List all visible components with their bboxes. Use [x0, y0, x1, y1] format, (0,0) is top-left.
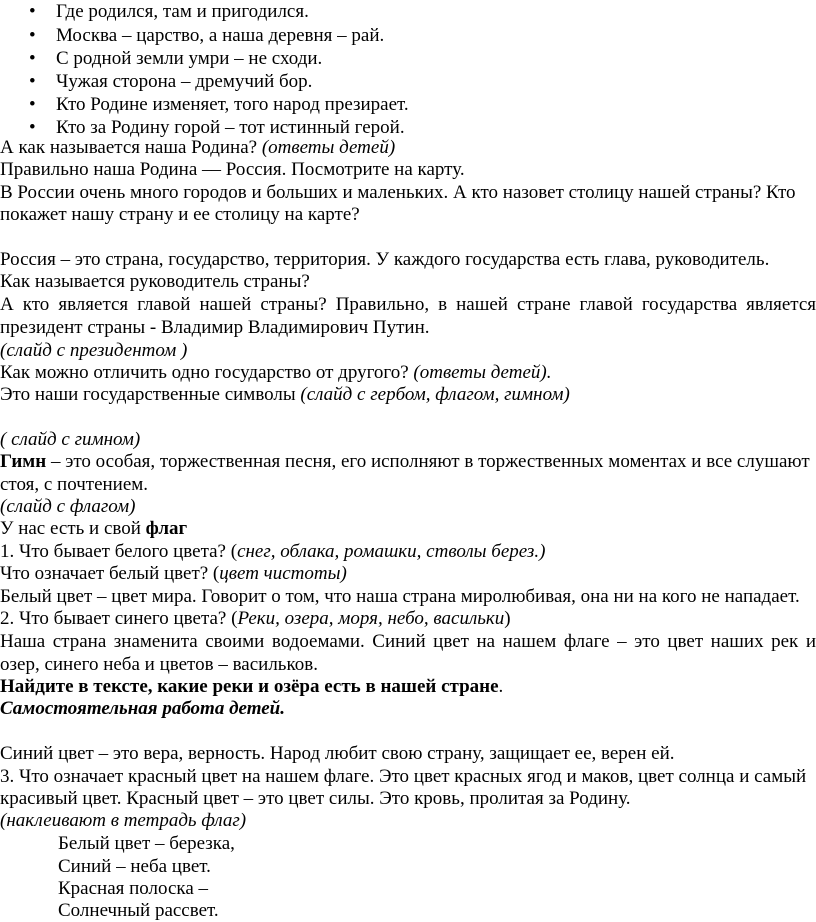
italic-answer: Реки, озера, моря, небо, васильки [237, 608, 505, 629]
bullet-icon: • [29, 117, 36, 138]
task-line [0, 676, 816, 698]
question-text: 2. Что бывает синего цвета? ( [0, 608, 238, 629]
proverb-text: Где родился, там и пригодился. [56, 1, 309, 22]
question-text: Как можно отличить одно государство от другого? [0, 362, 414, 383]
text-line: В России очень много городов и больших и маленьких. А кто назовет столицу нашей страны? Кто [0, 182, 796, 203]
slide-note: (слайд с президентом ) [0, 340, 188, 361]
term-bold: Гимн [0, 451, 47, 472]
proverb-text: Москва – царство, а наша деревня – рай. [56, 25, 385, 46]
text-line: красивый цвет. Красный цвет – это цвет силы. Это кровь, пролитая за Родину. [0, 788, 631, 809]
period-text: . [498, 676, 504, 697]
text-line [0, 541, 816, 563]
task-bold: Найдите в тексте, какие реки и озёра есть в нашей стране [0, 676, 499, 697]
text-line [0, 451, 816, 473]
closing-paren: ) [504, 608, 511, 629]
proverb-item [29, 117, 816, 139]
proverb-item [29, 1, 816, 23]
proverb-text: Кто за Родину горой – тот истинный герой. [56, 117, 405, 138]
bullet-icon: • [29, 48, 36, 69]
proverb-item [29, 94, 816, 116]
text-line: Белый цвет – цвет мира. Говорит о том, что наша страна миролюбивая, она ни на кого не нападает. [0, 586, 800, 607]
statement-text: У нас есть и свой [0, 518, 146, 539]
poem-line: Красная полоска – [58, 878, 209, 899]
question-text: А как называется наша Родина? [0, 137, 262, 158]
italic-note: (ответы детей) [261, 137, 396, 158]
definition-text: – это особая, торжественная песня, его исполняют в торжественных моментах и все слушают [46, 451, 810, 472]
text-line [0, 608, 816, 630]
question-text: Что означает белый цвет? ( [0, 563, 220, 584]
text-line: Правильно наша Родина –– Россия. Посмотрите на карту. [0, 159, 465, 180]
italic-note: (ответы детей). [413, 362, 552, 383]
text-line [0, 563, 816, 585]
text-line [0, 362, 816, 384]
bullet-icon: • [29, 1, 36, 22]
proverb-text: Кто Родине изменяет, того народ презирает. [56, 94, 409, 115]
task-note: Самостоятельная работа детей. [0, 698, 285, 719]
text-line: А кто является главой нашей страны? Правильно, в нашей стране главой государства является [0, 294, 816, 315]
bullet-icon: • [29, 25, 36, 46]
term-bold: флаг [145, 518, 188, 539]
task-note: (наклеивают в тетрадь флаг) [0, 810, 247, 831]
poem-line: Синий – неба цвет. [58, 856, 211, 877]
text-line: Наша страна знаменита своими водоемами. Синий цвет на нашем флаге – это цвет наших рек и [0, 631, 816, 652]
text-line [0, 384, 816, 406]
poem-line: Солнечный рассвет. [58, 900, 219, 921]
proverb-item [29, 25, 816, 47]
bullet-icon: • [29, 94, 36, 115]
text-line: покажет нашу страну и ее столицу на карте? [0, 204, 360, 225]
poem-line: Белый цвет – березка, [58, 833, 235, 854]
text-line: президент страны - Владимир Владимирович Путин. [0, 317, 430, 338]
italic-answer: цвет чистоты) [219, 563, 347, 584]
text-line [0, 137, 816, 159]
text-line: Синий цвет – это вера, верность. Народ любит свою страну, защищает ее, верен ей. [0, 743, 675, 764]
text-line: стоя, с почтением. [0, 474, 149, 495]
text-line [0, 518, 816, 540]
italic-answer: снег, облака, ромашки, стволы берез.) [237, 541, 546, 562]
statement-text: Это наши государственные символы [0, 384, 301, 405]
text-line: 3. Что означает красный цвет на нашем флаге. Это цвет красных ягод и маков, цвет солнца и самый [0, 766, 807, 787]
bullet-icon: • [29, 71, 36, 92]
proverb-text: Чужая сторона – дремучий бор. [56, 71, 313, 92]
slide-note: ( слайд с гимном) [0, 429, 141, 450]
proverb-text: С родной земли умри – не сходи. [56, 48, 323, 69]
proverb-item [29, 48, 816, 70]
slide-note: (слайд с гербом, флагом, гимном) [300, 384, 570, 405]
slide-note: (слайд с флагом) [0, 496, 136, 517]
text-line: озер, синего неба и цветов – васильков. [0, 654, 318, 675]
text-line: Россия – это страна, государство, территория. У каждого государства есть глава, руководитель. [0, 249, 770, 270]
question-text: 1. Что бывает белого цвета? ( [0, 541, 238, 562]
text-line: Как называется руководитель страны? [0, 271, 310, 292]
proverb-item [29, 71, 816, 93]
